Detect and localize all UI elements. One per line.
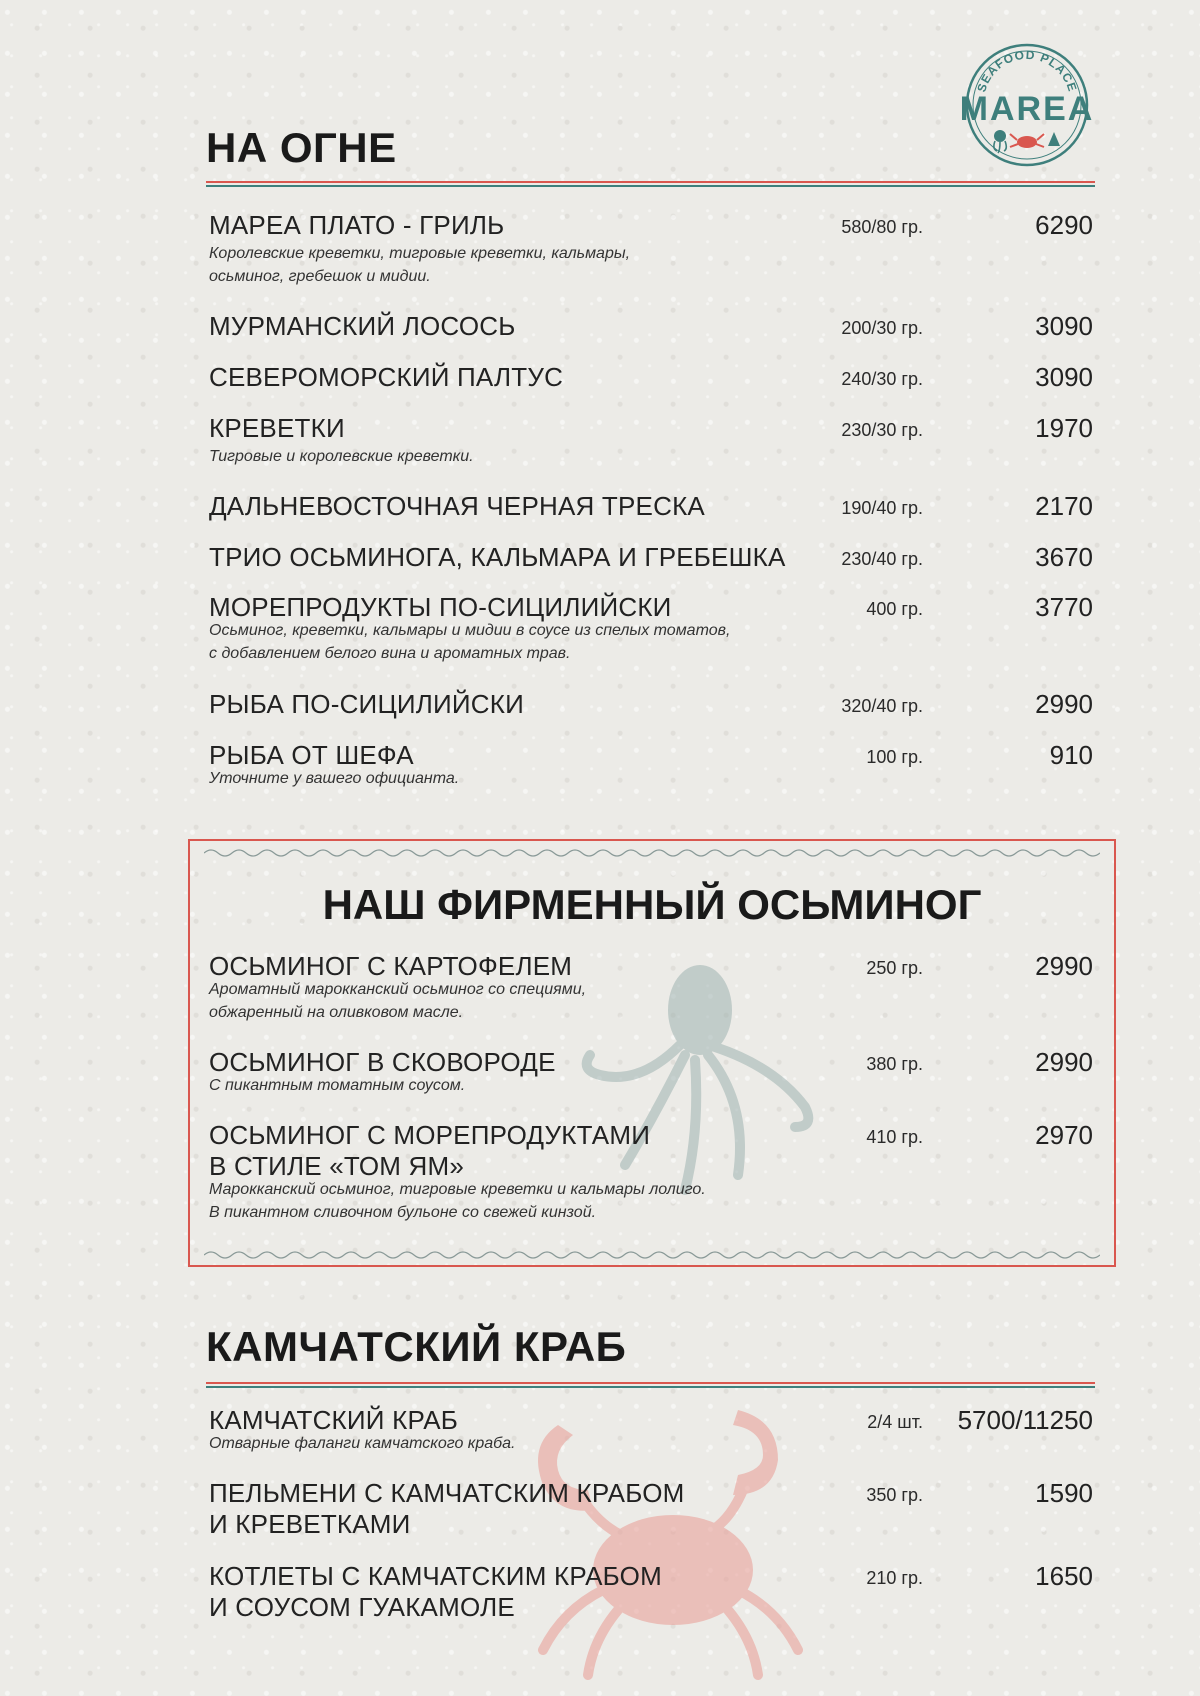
item-weight: 230/30 гр.	[841, 420, 923, 440]
marea-logo	[962, 40, 1092, 170]
menu-item	[209, 311, 1095, 342]
item-name: МОРЕПРОДУКТЫ ПО-СИЦИЛИЙСКИ	[209, 592, 672, 622]
menu-item	[209, 491, 1095, 522]
logo-shell-icon	[1048, 132, 1060, 146]
item-weight: 210 гр.	[866, 1568, 923, 1588]
logo-octopus-icon	[994, 130, 1006, 153]
section-divider	[206, 1382, 1095, 1388]
wave-divider-top	[204, 847, 1100, 859]
menu-item	[209, 1047, 1095, 1097]
item-price: 5700/11250	[957, 1405, 1093, 1435]
menu-item	[209, 542, 1095, 573]
item-name: КРЕВЕТКИ	[209, 413, 345, 443]
item-description: Отварные фаланги камчатского краба.	[209, 1435, 516, 1452]
item-description: Уточните у вашего официанта.	[209, 770, 460, 787]
section-title-fire: НА ОГНЕ	[206, 124, 397, 171]
item-weight: 250 гр.	[866, 958, 923, 978]
section-title-octopus: НАШ ФИРМЕННЫЙ ОСЬМИНОГ	[322, 881, 982, 928]
item-weight: 200/30 гр.	[841, 318, 923, 338]
logo-word: MAREA	[962, 90, 1092, 128]
menu-item	[209, 951, 1095, 1024]
item-description: С пикантным томатным соусом.	[209, 1077, 466, 1094]
item-price: 2970	[1035, 1120, 1093, 1150]
item-name: ОСЬМИНОГ С МОРЕПРОДУКТАМИ	[209, 1120, 651, 1150]
item-description: Ароматный марокканский осьминог со специями, обжаренный на оливковом масле.	[209, 981, 587, 1021]
item-weight: 100 гр.	[866, 747, 923, 767]
item-name: РЫБА ОТ ШЕФА	[209, 740, 414, 770]
menu-item	[209, 362, 1095, 393]
logo-crab-icon	[1010, 134, 1044, 148]
item-price: 1590	[1035, 1478, 1093, 1508]
item-name: РЫБА ПО-СИЦИЛИЙСКИ	[209, 689, 525, 719]
item-name: ДАЛЬНЕВОСТОЧНАЯ ЧЕРНАЯ ТРЕСКА	[209, 491, 705, 521]
item-price: 3090	[1035, 362, 1093, 392]
item-name: МУРМАНСКИЙ ЛОСОСЬ	[209, 311, 516, 341]
item-price: 1970	[1035, 413, 1093, 443]
item-price: 3670	[1035, 542, 1093, 572]
logo-arc-text: SEAFOOD PLACE	[974, 47, 1080, 94]
item-price: 6290	[1035, 210, 1093, 240]
item-price: 3090	[1035, 311, 1093, 341]
item-name: ОСЬМИНОГ С КАРТОФЕЛЕМ	[209, 951, 573, 981]
menu-item	[209, 210, 1095, 288]
item-name: ТРИО ОСЬМИНОГА, КАЛЬМАРА И ГРЕБЕШКА	[209, 542, 786, 572]
item-weight: 400 гр.	[866, 599, 923, 619]
item-name-line2: В СТИЛЕ «ТОМ ЯМ»	[209, 1151, 465, 1181]
item-price: 2990	[1035, 951, 1093, 981]
item-name: ПЕЛЬМЕНИ С КАМЧАТСКИМ КРАБОМ	[209, 1478, 685, 1508]
item-price: 2170	[1035, 491, 1093, 521]
item-price: 910	[1049, 740, 1093, 770]
menu-item	[209, 1120, 1095, 1224]
menu-item	[209, 1405, 1095, 1455]
item-weight: 380 гр.	[866, 1054, 923, 1074]
item-weight: 2/4 шт.	[867, 1412, 923, 1432]
item-description: Королевские креветки, тигровые креветки, кальмары, осьминог, гребешок и мидии.	[209, 245, 631, 285]
item-weight: 410 гр.	[866, 1127, 923, 1147]
item-name-line2: И КРЕВЕТКАМИ	[209, 1509, 411, 1539]
menu-item	[209, 413, 1095, 468]
menu-item	[209, 1561, 1095, 1623]
svg-text:SEAFOOD PLACE	[974, 48, 1079, 94]
menu-item	[209, 592, 1095, 665]
item-weight: 190/40 гр.	[841, 498, 923, 518]
section-title-crab: КАМЧАТСКИЙ КРАБ	[206, 1323, 627, 1370]
section-divider	[206, 181, 1095, 187]
item-price: 2990	[1035, 1047, 1093, 1077]
item-name: МАРЕА ПЛАТО - ГРИЛЬ	[209, 210, 505, 240]
item-name-line2: И СОУСОМ ГУАКАМОЛЕ	[209, 1592, 515, 1622]
menu-item	[209, 740, 1095, 790]
item-price: 3770	[1035, 592, 1093, 622]
item-price: 1650	[1035, 1561, 1093, 1591]
menu-item	[209, 689, 1095, 720]
item-weight: 230/40 гр.	[841, 549, 923, 569]
item-weight: 320/40 гр.	[841, 696, 923, 716]
item-name: ОСЬМИНОГ В СКОВОРОДЕ	[209, 1047, 556, 1077]
item-weight: 350 гр.	[866, 1485, 923, 1505]
item-description: Осьминог, креветки, кальмары и мидии в соусе из спелых томатов, с добавлением белого вина и ароматных трав.	[209, 622, 731, 662]
wave-divider-bottom	[204, 1249, 1100, 1261]
item-price: 2990	[1035, 689, 1093, 719]
item-weight: 240/30 гр.	[841, 369, 923, 389]
item-name: КОТЛЕТЫ С КАМЧАТСКИМ КРАБОМ	[209, 1561, 662, 1591]
item-description: Марокканский осьминог, тигровые креветки и кальмары лолиго. В пикантном сливочном бульоне со свежей кинзой.	[209, 1181, 706, 1221]
menu-item	[209, 1478, 1095, 1540]
item-name: КАМЧАТСКИЙ КРАБ	[209, 1405, 459, 1435]
item-description: Тигровые и королевские креветки.	[209, 448, 474, 465]
item-weight: 580/80 гр.	[841, 217, 923, 237]
item-name: СЕВЕРОМОРСКИЙ ПАЛТУС	[209, 362, 564, 392]
